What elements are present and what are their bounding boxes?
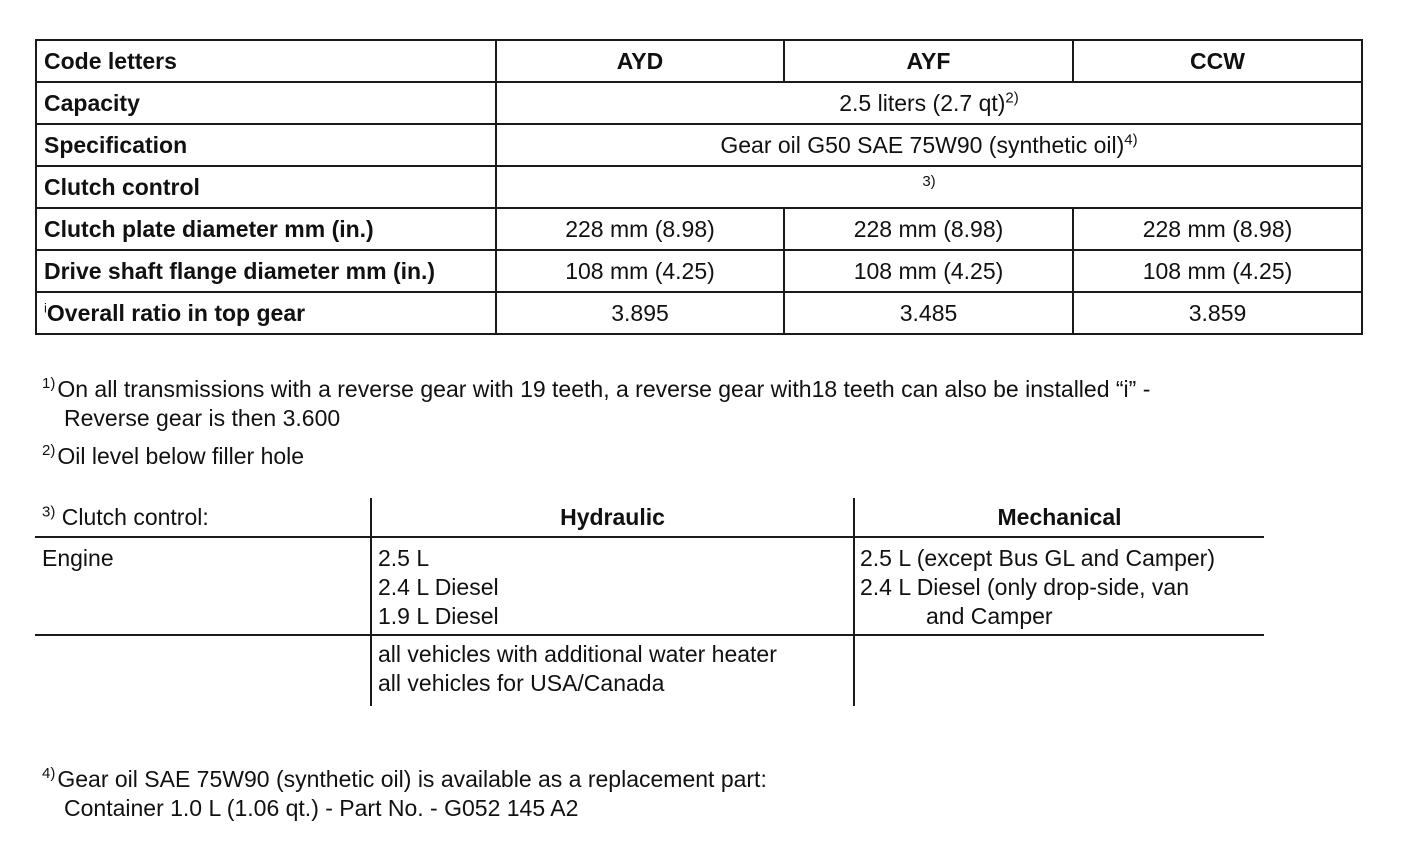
drive-shaft-label: Drive shaft flange diameter mm (in.) <box>36 250 496 292</box>
clutch-plate-ayd: 228 mm (8.98) <box>496 208 784 250</box>
clutch-control-row <box>36 166 1362 208</box>
specification-row <box>36 124 1362 166</box>
footnote-1 <box>42 375 1150 433</box>
clutch-plate-ayf: 228 mm (8.98) <box>784 208 1073 250</box>
overall-ratio-ayf: 3.485 <box>784 292 1073 334</box>
capacity-label: Capacity <box>36 82 496 124</box>
capacity-row <box>36 82 1362 124</box>
overall-ratio-label-cell <box>36 292 496 334</box>
overall-ratio-row <box>36 292 1362 334</box>
capacity-footnote-ref: 2) <box>1005 89 1019 107</box>
clutch-plate-ccw: 228 mm (8.98) <box>1073 208 1362 250</box>
engine-row-label: Engine <box>42 545 114 571</box>
footnote-4-line2: Container 1.0 L (1.06 qt.) - Part No. - G052 145 A2 <box>64 795 579 821</box>
capacity-value-cell <box>496 82 1362 124</box>
specification-value: Gear oil G50 SAE 75W90 (synthetic oil) <box>720 132 1125 158</box>
footnote-4 <box>42 765 767 823</box>
footnote-1-line1: On all transmissions with a reverse gear with 19 teeth, a reverse gear with18 teeth can also be installed “i” - <box>57 376 1151 402</box>
mechanical-engine-item: and Camper <box>926 603 1053 629</box>
footnote-1-line2: Reverse gear is then 3.600 <box>64 405 341 431</box>
clutch-table-title <box>42 503 209 532</box>
drive-shaft-ayd: 108 mm (4.25) <box>496 250 784 292</box>
code-ccw-header: CCW <box>1073 40 1362 82</box>
hydraulic-vehicle-item: all vehicles with additional water heater <box>378 641 777 667</box>
footnote-4-marker: 4) <box>42 765 56 783</box>
overall-ratio-marker: i <box>44 300 47 316</box>
clutch-control-table <box>35 498 1265 706</box>
footnote-2-text: Oil level below filler hole <box>57 443 305 469</box>
drive-shaft-row <box>36 250 1362 292</box>
footnote-2 <box>42 442 304 471</box>
clutch-table-row-rule <box>35 634 1264 636</box>
code-ayf-header: AYF <box>784 40 1073 82</box>
drive-shaft-ccw: 108 mm (4.25) <box>1073 250 1362 292</box>
specification-value-cell <box>496 124 1362 166</box>
hydraulic-column-header: Hydraulic <box>560 504 665 530</box>
clutch-plate-row <box>36 208 1362 250</box>
hydraulic-engine-item: 2.5 L <box>378 545 430 571</box>
specification-label: Specification <box>36 124 496 166</box>
mechanical-column-header: Mechanical <box>997 504 1122 530</box>
footnote-4-line1: Gear oil SAE 75W90 (synthetic oil) is available as a replacement part: <box>57 766 767 792</box>
hydraulic-engine-item: 2.4 L Diesel <box>378 574 499 600</box>
footnote-2-marker: 2) <box>42 442 56 460</box>
drive-shaft-ayf: 108 mm (4.25) <box>784 250 1073 292</box>
clutch-table-header-rule <box>35 536 1264 538</box>
capacity-value: 2.5 liters (2.7 qt) <box>839 90 1006 116</box>
clutch-control-label: Clutch control <box>36 166 496 208</box>
footnote-1-marker: 1) <box>42 375 56 393</box>
transmission-spec-table <box>35 39 1363 335</box>
overall-ratio-ayd: 3.895 <box>496 292 784 334</box>
hydraulic-vehicle-list <box>378 640 777 698</box>
clutch-control-footnote-ref: 3) <box>496 166 1362 208</box>
mechanical-engine-item: 2.5 L (except Bus GL and Camper) <box>860 545 1215 571</box>
code-letters-label: Code letters <box>36 40 496 82</box>
clutch-table-title-text: Clutch control: <box>61 504 209 530</box>
overall-ratio-label: Overall ratio in top gear <box>46 300 306 326</box>
clutch-plate-label: Clutch plate diameter mm (in.) <box>36 208 496 250</box>
hydraulic-engine-item: 1.9 L Diesel <box>378 603 499 629</box>
code-ayd-header: AYD <box>496 40 784 82</box>
mechanical-engine-list <box>860 544 1215 631</box>
specification-footnote-ref: 4) <box>1124 131 1138 149</box>
hydraulic-vehicle-item: all vehicles for USA/Canada <box>378 670 665 696</box>
mechanical-engine-item: 2.4 L Diesel (only drop-side, van <box>860 574 1189 600</box>
footnote-3-marker: 3) <box>42 503 56 521</box>
overall-ratio-ccw: 3.859 <box>1073 292 1362 334</box>
code-letters-row <box>36 40 1362 82</box>
hydraulic-engine-list <box>378 544 499 631</box>
